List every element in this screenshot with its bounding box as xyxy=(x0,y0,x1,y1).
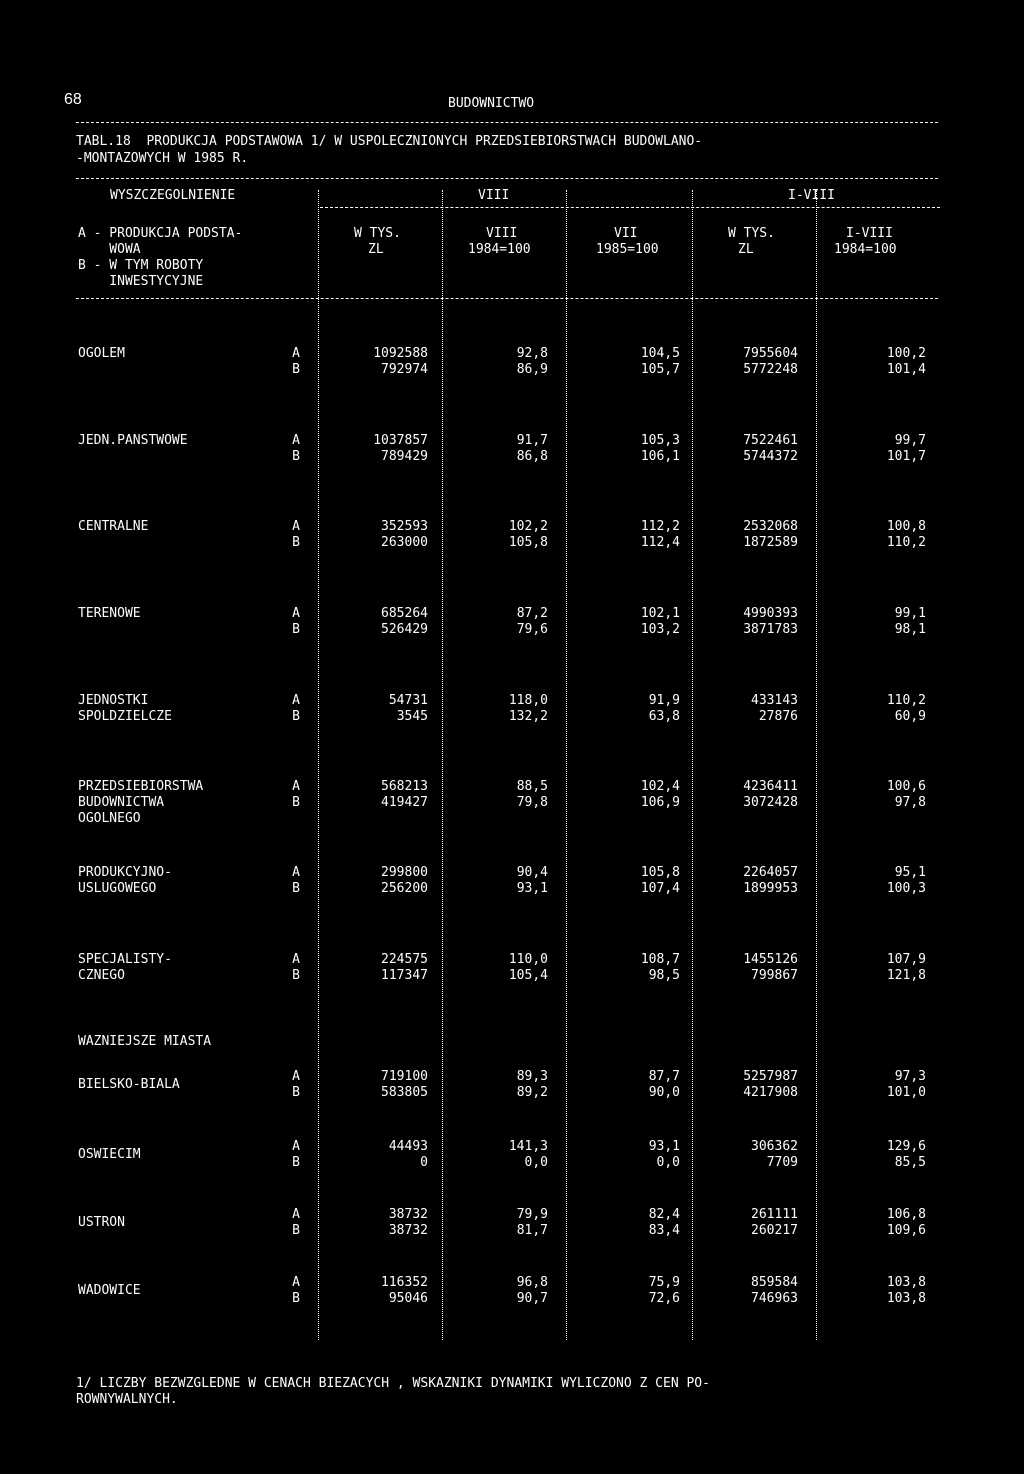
cell-a-col4: 4990393 xyxy=(743,606,798,621)
legend-a: A - PRODUKCJA PODSTA- xyxy=(78,226,243,241)
cell-b-col2: 0,0 xyxy=(524,1155,548,1170)
cell-b-col5: 98,1 xyxy=(894,622,926,637)
column-separator xyxy=(566,190,567,1340)
footnote-cont: ROWNYWALNYCH. xyxy=(76,1392,178,1407)
cell-a-col3: 82,4 xyxy=(648,1207,680,1222)
row-label: TERENOWE xyxy=(78,606,141,621)
cell-b-col4: 3072428 xyxy=(743,795,798,810)
row-marker-a: A xyxy=(292,1139,300,1154)
cell-b-col5: 101,4 xyxy=(886,362,926,377)
row-label: BUDOWNICTWA xyxy=(78,795,165,810)
cell-b-col4: 5772248 xyxy=(743,362,798,377)
footnote: 1/ LICZBY BEZWZGLEDNE W CENACH BIEZACYCH , WSKAZNIKI DYNAMIKI WYLICZONO Z CEN PO- xyxy=(76,1376,710,1391)
row-marker-a: A xyxy=(292,1275,300,1290)
cell-a-col2: 87,2 xyxy=(516,606,548,621)
col3-header-2: 1985=100 xyxy=(596,242,659,257)
row-marker-b: B xyxy=(292,1085,300,1100)
cell-a-col1: 568213 xyxy=(381,779,428,794)
col4-header-2: ZL xyxy=(738,242,754,257)
cell-b-col2: 93,1 xyxy=(516,881,548,896)
subheading-cities: WAZNIEJSZE MIASTA xyxy=(78,1034,212,1049)
row-marker-b: B xyxy=(292,1223,300,1238)
row-marker-b: B xyxy=(292,449,300,464)
cell-b-col1: 117347 xyxy=(381,968,428,983)
page-number: 68 xyxy=(64,91,82,108)
row-marker-a: A xyxy=(292,1069,300,1084)
cell-a-col2: 110,0 xyxy=(508,952,548,967)
cell-b-col2: 132,2 xyxy=(508,709,548,724)
col1-header: W TYS. xyxy=(354,226,401,241)
cell-b-col3: 107,4 xyxy=(640,881,680,896)
row-label: CENTRALNE xyxy=(78,519,149,534)
cell-b-col5: 110,2 xyxy=(886,535,926,550)
cell-a-col4: 433143 xyxy=(751,693,798,708)
cell-b-col4: 7709 xyxy=(766,1155,798,1170)
cell-b-col3: 63,8 xyxy=(648,709,680,724)
section-title: BUDOWNICTWO xyxy=(448,96,535,111)
row-label: CZNEGO xyxy=(78,968,125,983)
col5-header: I-VIII xyxy=(846,226,893,241)
row-marker-b: B xyxy=(292,1291,300,1306)
cell-b-col1: 583805 xyxy=(381,1085,428,1100)
legend-b: B - W TYM ROBOTY xyxy=(78,258,204,273)
cell-b-col1: 256200 xyxy=(381,881,428,896)
row-label: USTRON xyxy=(78,1215,125,1230)
divider xyxy=(76,178,938,179)
cell-a-col1: 1092588 xyxy=(373,346,428,361)
cell-b-col2: 105,4 xyxy=(508,968,548,983)
cell-a-col5: 106,8 xyxy=(886,1207,926,1222)
cell-b-col3: 103,2 xyxy=(640,622,680,637)
cell-b-col5: 85,5 xyxy=(894,1155,926,1170)
legend-a-cont: WOWA xyxy=(78,242,141,257)
cell-a-col5: 99,1 xyxy=(894,606,926,621)
row-marker-a: A xyxy=(292,779,300,794)
cell-a-col2: 79,9 xyxy=(516,1207,548,1222)
cell-b-col4: 27876 xyxy=(758,709,798,724)
cell-a-col4: 7522461 xyxy=(743,433,798,448)
cell-a-col3: 102,4 xyxy=(640,779,680,794)
cell-b-col1: 95046 xyxy=(388,1291,428,1306)
row-marker-b: B xyxy=(292,795,300,810)
cell-b-col4: 1872589 xyxy=(743,535,798,550)
cell-b-col3: 83,4 xyxy=(648,1223,680,1238)
cell-b-col3: 106,1 xyxy=(640,449,680,464)
cell-a-col3: 112,2 xyxy=(640,519,680,534)
cell-a-col1: 44493 xyxy=(388,1139,428,1154)
cell-a-col5: 103,8 xyxy=(886,1275,926,1290)
cell-b-col2: 81,7 xyxy=(516,1223,548,1238)
column-separator xyxy=(692,190,693,1340)
cell-a-col3: 105,8 xyxy=(640,865,680,880)
cell-b-col2: 86,8 xyxy=(516,449,548,464)
cell-b-col2: 90,7 xyxy=(516,1291,548,1306)
cell-b-col2: 105,8 xyxy=(508,535,548,550)
cell-b-col4: 5744372 xyxy=(743,449,798,464)
cell-a-col5: 110,2 xyxy=(886,693,926,708)
column-separator xyxy=(816,190,817,1340)
row-marker-a: A xyxy=(292,433,300,448)
cell-b-col5: 109,6 xyxy=(886,1223,926,1238)
table-title: TABL.18 PRODUKCJA PODSTAWOWA 1/ W USPOLECZNIONYCH PRZEDSIEBIORSTWACH BUDOWLANO- xyxy=(76,134,703,149)
cell-b-col3: 106,9 xyxy=(640,795,680,810)
row-label: WADOWICE xyxy=(78,1283,141,1298)
cell-a-col1: 299800 xyxy=(381,865,428,880)
row-label: OGOLNEGO xyxy=(78,811,141,826)
row-marker-a: A xyxy=(292,346,300,361)
cell-a-col5: 100,2 xyxy=(886,346,926,361)
cell-a-col2: 141,3 xyxy=(508,1139,548,1154)
cell-b-col1: 263000 xyxy=(381,535,428,550)
cell-a-col4: 2532068 xyxy=(743,519,798,534)
col3-header: VII xyxy=(614,226,638,241)
legend-b-cont: INWESTYCYJNE xyxy=(78,274,204,289)
cell-b-col3: 105,7 xyxy=(640,362,680,377)
cell-a-col1: 224575 xyxy=(381,952,428,967)
cell-b-col1: 419427 xyxy=(381,795,428,810)
row-marker-a: A xyxy=(292,952,300,967)
row-marker-b: B xyxy=(292,622,300,637)
column-separator xyxy=(318,190,319,1340)
row-marker-b: B xyxy=(292,968,300,983)
cell-a-col4: 5257987 xyxy=(743,1069,798,1084)
cell-a-col3: 91,9 xyxy=(648,693,680,708)
row-label: PRZEDSIEBIORSTWA xyxy=(78,779,204,794)
cell-a-col1: 54731 xyxy=(388,693,428,708)
cell-a-col3: 104,5 xyxy=(640,346,680,361)
column-separator xyxy=(442,190,443,1340)
cell-a-col1: 116352 xyxy=(381,1275,428,1290)
cell-a-col1: 1037857 xyxy=(373,433,428,448)
row-marker-a: A xyxy=(292,865,300,880)
row-marker-b: B xyxy=(292,1155,300,1170)
cell-b-col2: 86,9 xyxy=(516,362,548,377)
row-marker-a: A xyxy=(292,1207,300,1222)
row-label: SPECJALISTY- xyxy=(78,952,172,967)
cell-a-col1: 685264 xyxy=(381,606,428,621)
cell-b-col1: 3545 xyxy=(396,709,428,724)
cell-b-col5: 60,9 xyxy=(894,709,926,724)
row-label: JEDN.PANSTWOWE xyxy=(78,433,188,448)
row-marker-b: B xyxy=(292,881,300,896)
cell-a-col2: 88,5 xyxy=(516,779,548,794)
cell-a-col2: 118,0 xyxy=(508,693,548,708)
row-marker-a: A xyxy=(292,519,300,534)
cell-a-col1: 352593 xyxy=(381,519,428,534)
row-marker-b: B xyxy=(292,535,300,550)
cell-a-col5: 97,3 xyxy=(894,1069,926,1084)
cell-a-col2: 91,7 xyxy=(516,433,548,448)
cell-b-col3: 98,5 xyxy=(648,968,680,983)
cell-b-col5: 101,7 xyxy=(886,449,926,464)
cell-a-col4: 4236411 xyxy=(743,779,798,794)
cell-a-col3: 105,3 xyxy=(640,433,680,448)
row-label: OSWIECIM xyxy=(78,1147,141,1162)
cell-b-col1: 0 xyxy=(420,1155,428,1170)
cell-a-col5: 100,6 xyxy=(886,779,926,794)
cell-b-col5: 101,0 xyxy=(886,1085,926,1100)
cell-a-col3: 108,7 xyxy=(640,952,680,967)
cell-b-col5: 103,8 xyxy=(886,1291,926,1306)
row-label: JEDNOSTKI xyxy=(78,693,149,708)
cell-a-col5: 95,1 xyxy=(894,865,926,880)
cell-b-col1: 526429 xyxy=(381,622,428,637)
table-title-cont: -MONTAZOWYCH W 1985 R. xyxy=(76,151,249,166)
cell-a-col4: 306362 xyxy=(751,1139,798,1154)
col2-header: VIII xyxy=(486,226,518,241)
cell-b-col2: 79,8 xyxy=(516,795,548,810)
cell-b-col4: 260217 xyxy=(751,1223,798,1238)
cell-a-col1: 719100 xyxy=(381,1069,428,1084)
cell-b-col3: 90,0 xyxy=(648,1085,680,1100)
header-spec: WYSZCZEGOLNIENIE xyxy=(110,188,236,203)
cell-b-col1: 38732 xyxy=(388,1223,428,1238)
cell-b-col3: 72,6 xyxy=(648,1291,680,1306)
cell-a-col4: 261111 xyxy=(751,1207,798,1222)
cell-b-col5: 100,3 xyxy=(886,881,926,896)
cell-a-col2: 90,4 xyxy=(516,865,548,880)
row-marker-a: A xyxy=(292,606,300,621)
cell-b-col4: 1899953 xyxy=(743,881,798,896)
cell-a-col1: 38732 xyxy=(388,1207,428,1222)
cell-b-col4: 799867 xyxy=(751,968,798,983)
cell-b-col3: 112,4 xyxy=(640,535,680,550)
cell-a-col2: 92,8 xyxy=(516,346,548,361)
cell-a-col3: 102,1 xyxy=(640,606,680,621)
cell-b-col5: 97,8 xyxy=(894,795,926,810)
cell-a-col2: 89,3 xyxy=(516,1069,548,1084)
cell-b-col4: 746963 xyxy=(751,1291,798,1306)
row-marker-a: A xyxy=(292,693,300,708)
row-label: PRODUKCYJNO- xyxy=(78,865,172,880)
cell-a-col3: 93,1 xyxy=(648,1139,680,1154)
header-subrule xyxy=(320,207,940,208)
cell-b-col4: 4217908 xyxy=(743,1085,798,1100)
col2-header-2: 1984=100 xyxy=(468,242,531,257)
cell-a-col3: 75,9 xyxy=(648,1275,680,1290)
header-group-viii: VIII xyxy=(478,188,510,203)
cell-a-col2: 102,2 xyxy=(508,519,548,534)
col5-header-2: 1984=100 xyxy=(834,242,897,257)
cell-b-col2: 79,6 xyxy=(516,622,548,637)
cell-b-col4: 3871783 xyxy=(743,622,798,637)
row-marker-b: B xyxy=(292,709,300,724)
cell-b-col5: 121,8 xyxy=(886,968,926,983)
row-label: BIELSKO-BIALA xyxy=(78,1077,180,1092)
divider xyxy=(76,122,938,123)
cell-a-col5: 107,9 xyxy=(886,952,926,967)
cell-a-col5: 129,6 xyxy=(886,1139,926,1154)
cell-a-col4: 7955604 xyxy=(743,346,798,361)
row-label: OGOLEM xyxy=(78,346,125,361)
cell-b-col1: 789429 xyxy=(381,449,428,464)
col4-header: W TYS. xyxy=(728,226,775,241)
cell-a-col4: 859584 xyxy=(751,1275,798,1290)
cell-b-col3: 0,0 xyxy=(656,1155,680,1170)
row-marker-b: B xyxy=(292,362,300,377)
cell-a-col2: 96,8 xyxy=(516,1275,548,1290)
col1-header-2: ZL xyxy=(368,242,384,257)
row-label: USLUGOWEGO xyxy=(78,881,157,896)
cell-a-col3: 87,7 xyxy=(648,1069,680,1084)
cell-a-col4: 2264057 xyxy=(743,865,798,880)
row-label: SPOLDZIELCZE xyxy=(78,709,172,724)
cell-a-col5: 99,7 xyxy=(894,433,926,448)
cell-b-col2: 89,2 xyxy=(516,1085,548,1100)
cell-b-col1: 792974 xyxy=(381,362,428,377)
header-group-i-viii: I-VIII xyxy=(788,188,835,203)
divider xyxy=(76,298,938,299)
cell-a-col5: 100,8 xyxy=(886,519,926,534)
cell-a-col4: 1455126 xyxy=(743,952,798,967)
